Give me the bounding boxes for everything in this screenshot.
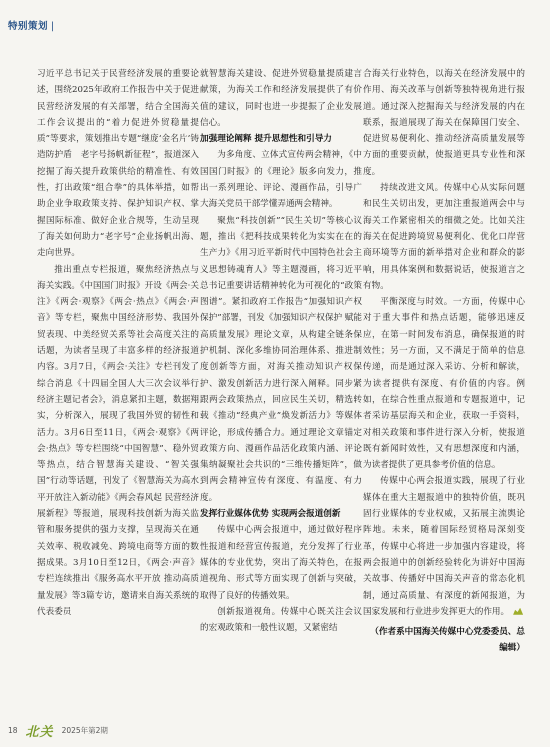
paragraph: 就智慧海关建设、促进外贸稳量提质建言献策，为海关工作和经济发展提供了有价值的建议，同时也进一步提振了企业发展信心。	[200, 69, 362, 128]
end-mark-icon	[513, 608, 523, 615]
section-heading: 发挥行业媒体优势 实现两会报道创新	[200, 509, 341, 520]
magazine-logo: 北关	[25, 725, 54, 740]
paragraph: 推出重点专栏报道，聚焦经济热点与海关实践。《中国国门时报》开设《两会·关注》《两会·观察》《两会·热点》《两会·声音》等专栏，聚焦中国经济形势、我国外贸表现、中美经贸关系等社会高度关注的话题，为读者呈现了丰富多样的经济报道内容。3月7日，《两会·关注》专栏刊发了综合消息《十四届全国人大三次会议举行经济主题记者会》，消息紧扣主题，数据翔实，分析深入，展现了我国外贸的韧性和活力。3月6日至11日，《两会·观察》《两会·热点》等专栏围绕“中国智慧”、稳外贸等热点，结合智慧海关建设、“智关强国”行动等话题，刊发了《智慧海关为高水平开放注入新动能》《两会春风起 民营经济展新程》等报道，展现科技创新为海关监管和服务提供的强力支撑，呈现海关在通关效率、税收减免、跨境电商等方面的数据成果。3月10日至12日，《两会·声音》专栏连续推出《服务高水平开放 推动高质量发展》等3篇专访，邀请来自海关系统的代表委员	[37, 264, 199, 617]
section-header	[8, 18, 55, 32]
paragraph: 传媒中心两会报道中，通过做好程序性报道和经营宣传报道，充分发挥了行业媒体的专业优势，突出了海关特色，在报道视角、形式等方面实现了创新与突破，取得了良好的传播效果。	[200, 525, 362, 601]
paragraph-text: 传媒中心两会报道实践，展现了行业媒体在重大主题报道中的独特价值，既巩固行业媒体的专业权威，又拓展主流舆论阵地。未来，随着国际经贸格局深刻变革，传媒中心将进一步加强内容建设，将两会报道中的创新经验转化为讲好中国海关故事、传播好中国海关声音的常态化机制，通过高质量、有深度的新闻报道，为国家发展和行业进步发挥更大的作用。	[363, 476, 525, 617]
paragraph	[363, 473, 525, 620]
section-title: 特别策划	[8, 21, 49, 32]
paragraph: 聚焦“科技创新”“民生关切”等核心议题，推出《把科技成果转化为实实在在的生产力》《用习近平新时代中国特色社会主义思想铸魂育人》等主题漫画，将习近平总书记重要讲话精神转化为可视化的“政策图谱”。紧扣政府工作报告“加强知识产权保护”部署，刊发《加强知识产权保护 赋能高质量发展》理论文章，从构建全链条保护机制、深化多维协同治理体系、推进制度创新等方面，对海关推动知识产权保护、激发创新活力进行深入阐释。同步紧跟两会政策热点，回应民生关切，精选转载《推动“经典产业”焕发新活力》等媒体评论，形成传播合力。通过理论文章锚定政策方向、漫画作品活化政策内涵、评论集纳凝聚社会共识的“三维传播矩阵”，做到两会精神宣传有深度、有温度、有力度。	[200, 215, 362, 503]
article-column-2	[200, 66, 362, 636]
paragraph: 平衡深度与时效。一方面，传媒中心对于重大事件和热点话题，能够迅速反应，在第一时间发布消息，确保报道的时效性；另一方面，又不满足于简单的信息传递，而是通过深入采访、分析和解读，为读者提供有深度、有价值的内容。例如，在综合性重点报道和专题报道中，记者采访基层海关和企业，获取一手资料，对相关政策和事件进行深入分析，使报道既有新闻时效性，又有思想深度和内涵，为读者提供了更具参考价值的信息。	[363, 297, 525, 471]
article-column-1	[37, 66, 199, 620]
page-footer	[8, 721, 108, 740]
article-column-3	[363, 66, 525, 657]
paragraph: 持续改进文风。传媒中心从实际问题和民生关切出发，更加注重报道两会中与海关工作紧密相关的细微之处。比如关注海关在促进跨境贸易便利化、优化口岸营商环境等方面的新举措对企业和群众的影响，用具体案例和数据说话，使报道言之有物。	[363, 183, 525, 291]
section-heading: 加强理论阐释 提升思想性和引导力	[200, 134, 332, 145]
paragraph: 合海关行业特色，以海关在经济发展中的作用、海关改革与创新等独特视角进行报道。通过深入挖掘海关与经济发展的内在联系，报道展现了海关在保障国门安全、促进贸易便利化、推动经济高质量发展等方面的重要贡献，使报道更具专业性和深度。	[363, 69, 525, 177]
author-credit: （作者系中国海关传媒中心党委委员、总编辑）	[370, 627, 525, 654]
paragraph: 习近平总书记关于民营经济发展的重要论述，围绕2025年政府工作报告中关于促进民营经济发展的有关部署，结合全国海关工作会议提出的“着力促进外贸稳量提质”等要求，策划推出专题“继庞‘金名片’铸造防护盾 老字号扬帆新征程”，报道深入挖掘了海关提升政策供给的精准性、有效性，打出政策“组合拳”的具体举措，如帮助企业争取政策支持、保护知识产权、掌握国际标准、做好企业合规等，生动呈现了海关如何助力“老字号”企业扬帆出海、走向世界。	[37, 69, 199, 259]
issue-label: 2025年第2期	[61, 726, 108, 735]
header-separator: |	[51, 21, 55, 32]
paragraph: 创新报道视角。传媒中心既关注会议的宏观政策和一般性议题，又紧密结	[200, 606, 362, 634]
paragraph: 为多角度、立体式宣传两会精神，《中国国门时报》的《理论》版多向发力，推出一系列理论、评论、漫画作品，引导广大海关党员干部学懂弄通两会精神。	[200, 150, 362, 210]
page-number: 18	[8, 726, 18, 735]
